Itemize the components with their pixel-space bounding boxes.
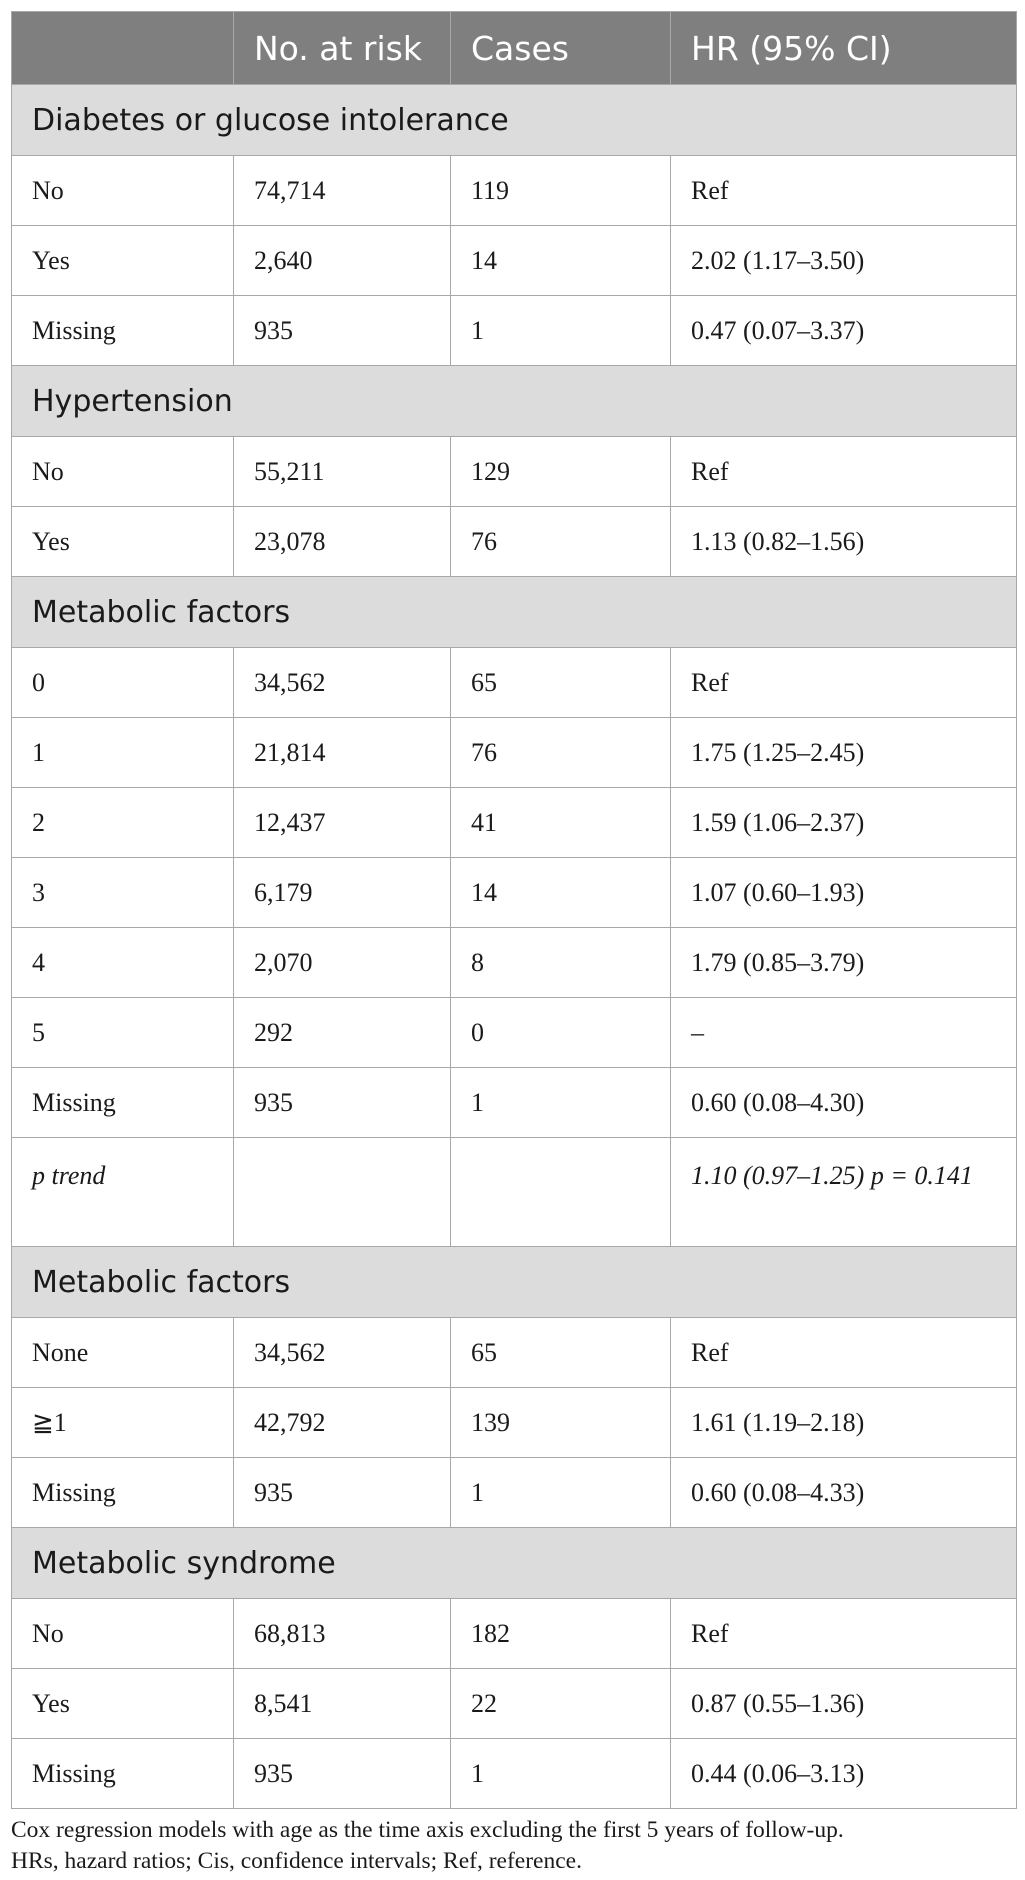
row-label-cell: No (12, 1599, 234, 1669)
cases-cell: 1 (451, 1739, 671, 1809)
row-label-cell: 3 (12, 858, 234, 928)
at-risk-cell: 935 (234, 296, 451, 366)
table-row (12, 1599, 1017, 1669)
at-risk-cell: 42,792 (234, 1388, 451, 1458)
table-row (12, 1458, 1017, 1528)
hr-ci-cell: Ref (671, 437, 1017, 507)
hr-ci-cell: 1.79 (0.85–3.79) (671, 928, 1017, 998)
section-header-row (12, 85, 1017, 156)
cases-cell: 129 (451, 437, 671, 507)
hr-ci-cell: Ref (671, 1318, 1017, 1388)
hr-ci-cell: Ref (671, 648, 1017, 718)
table-row (12, 718, 1017, 788)
hr-ci-cell: 0.60 (0.08–4.33) (671, 1458, 1017, 1528)
hr-ci-cell: Ref (671, 156, 1017, 226)
at-risk-cell (234, 1138, 451, 1247)
hr-ci-cell: – (671, 998, 1017, 1068)
at-risk-cell: 935 (234, 1068, 451, 1138)
hr-ci-cell: 0.60 (0.08–4.30) (671, 1068, 1017, 1138)
at-risk-cell: 23,078 (234, 507, 451, 577)
at-risk-cell: 6,179 (234, 858, 451, 928)
hr-ci-cell: Ref (671, 1599, 1017, 1669)
row-label-cell: Missing (12, 1068, 234, 1138)
cases-cell: 119 (451, 156, 671, 226)
section-title: Hypertension (12, 366, 1017, 437)
hr-ci-cell: 0.47 (0.07–3.37) (671, 296, 1017, 366)
row-label-cell: Yes (12, 507, 234, 577)
cases-cell: 22 (451, 1669, 671, 1739)
row-label-cell: 1 (12, 718, 234, 788)
header-row (12, 12, 1017, 85)
table-row (12, 648, 1017, 718)
row-label-cell: Yes (12, 1669, 234, 1739)
table-body (12, 85, 1017, 1809)
at-risk-cell: 34,562 (234, 1318, 451, 1388)
cases-cell: 41 (451, 788, 671, 858)
table-row (12, 1068, 1017, 1138)
row-label-cell: 2 (12, 788, 234, 858)
section-header-row (12, 1247, 1017, 1318)
at-risk-cell: 8,541 (234, 1669, 451, 1739)
hr-ci-cell: 1.07 (0.60–1.93) (671, 858, 1017, 928)
cases-cell: 1 (451, 296, 671, 366)
table-row (12, 437, 1017, 507)
cases-cell: 76 (451, 507, 671, 577)
row-label-cell: Yes (12, 226, 234, 296)
row-label-cell: 4 (12, 928, 234, 998)
table-row (12, 998, 1017, 1068)
at-risk-cell: 935 (234, 1739, 451, 1809)
at-risk-cell: 935 (234, 1458, 451, 1528)
row-label-cell: p trend (12, 1138, 234, 1247)
at-risk-cell: 55,211 (234, 437, 451, 507)
hr-ci-cell: 1.13 (0.82–1.56) (671, 507, 1017, 577)
table-row (12, 507, 1017, 577)
table-row (12, 1669, 1017, 1739)
footnote-line-2: HRs, hazard ratios; Cis, confidence intervals; Ref, reference. (11, 1848, 582, 1874)
cases-cell: 14 (451, 858, 671, 928)
row-label-cell: 5 (12, 998, 234, 1068)
table-row (12, 1388, 1017, 1458)
at-risk-cell: 34,562 (234, 648, 451, 718)
table-row (12, 226, 1017, 296)
hr-ci-cell: 1.10 (0.97–1.25) p = 0.141 (671, 1138, 1017, 1247)
table-row (12, 1318, 1017, 1388)
at-risk-cell: 292 (234, 998, 451, 1068)
footnote-line-1: Cox regression models with age as the time axis excluding the first 5 years of follow-up. (11, 1817, 844, 1843)
cases-cell: 76 (451, 718, 671, 788)
table-footnote (11, 1815, 1011, 1877)
table-row (12, 1138, 1017, 1247)
hr-ci-cell: 1.61 (1.19–2.18) (671, 1388, 1017, 1458)
header-cases: Cases (451, 12, 671, 85)
at-risk-cell: 2,640 (234, 226, 451, 296)
table-row (12, 156, 1017, 226)
row-label-cell: None (12, 1318, 234, 1388)
row-label-cell: ≧1 (12, 1388, 234, 1458)
table-row (12, 928, 1017, 998)
cases-cell: 65 (451, 648, 671, 718)
section-title: Metabolic factors (12, 577, 1017, 648)
cases-cell: 65 (451, 1318, 671, 1388)
cases-cell: 8 (451, 928, 671, 998)
row-label-cell: 0 (12, 648, 234, 718)
cases-cell: 1 (451, 1068, 671, 1138)
hr-ci-cell: 1.59 (1.06–2.37) (671, 788, 1017, 858)
at-risk-cell: 68,813 (234, 1599, 451, 1669)
section-title: Diabetes or glucose intolerance (12, 85, 1017, 156)
cases-cell: 0 (451, 998, 671, 1068)
cases-cell: 1 (451, 1458, 671, 1528)
row-label-cell: Missing (12, 296, 234, 366)
header-at-risk: No. at risk (234, 12, 451, 85)
at-risk-cell: 2,070 (234, 928, 451, 998)
table-row (12, 1739, 1017, 1809)
header-label (12, 12, 234, 85)
section-header-row (12, 577, 1017, 648)
row-label-cell: Missing (12, 1458, 234, 1528)
table-row (12, 788, 1017, 858)
section-title: Metabolic syndrome (12, 1528, 1017, 1599)
row-label-cell: No (12, 156, 234, 226)
at-risk-cell: 74,714 (234, 156, 451, 226)
results-table-container (11, 11, 1016, 1809)
row-label-cell: No (12, 437, 234, 507)
hr-ci-cell: 0.87 (0.55–1.36) (671, 1669, 1017, 1739)
at-risk-cell: 21,814 (234, 718, 451, 788)
hr-ci-cell: 2.02 (1.17–3.50) (671, 226, 1017, 296)
cases-cell: 139 (451, 1388, 671, 1458)
table-row (12, 296, 1017, 366)
hazard-ratio-table (11, 11, 1017, 1809)
section-header-row (12, 1528, 1017, 1599)
table-row (12, 858, 1017, 928)
cases-cell: 14 (451, 226, 671, 296)
cases-cell: 182 (451, 1599, 671, 1669)
header-hr: HR (95% CI) (671, 12, 1017, 85)
section-title: Metabolic factors (12, 1247, 1017, 1318)
at-risk-cell: 12,437 (234, 788, 451, 858)
cases-cell (451, 1138, 671, 1247)
hr-ci-cell: 1.75 (1.25–2.45) (671, 718, 1017, 788)
row-label-cell: Missing (12, 1739, 234, 1809)
hr-ci-cell: 0.44 (0.06–3.13) (671, 1739, 1017, 1809)
section-header-row (12, 366, 1017, 437)
